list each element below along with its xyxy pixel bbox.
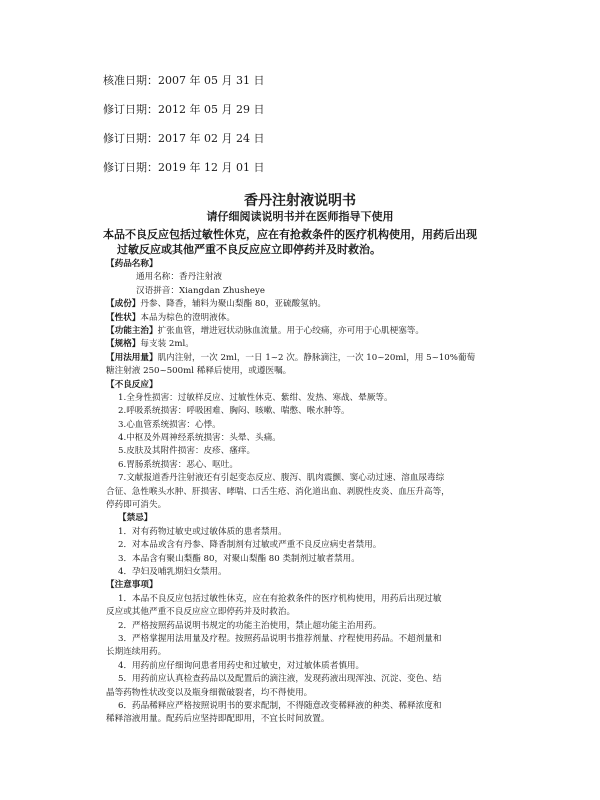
date-label: 修订日期： <box>103 132 158 145</box>
dosage-row <box>106 352 531 365</box>
section-header-ingredients: 【成份】 <box>106 299 141 310</box>
revision-date <box>103 132 264 161</box>
adverse-item: 3.心血管系统损害：心悸。 <box>118 419 221 430</box>
dosage-text: 肌内注射，一次 2ml，一日 1~2 次。静脉滴注，一次 10~20ml，用 5~10%葡萄 <box>157 352 476 363</box>
generic-name-value: 香丹注射液 <box>178 272 222 283</box>
pinyin-name-row <box>106 285 531 298</box>
revision-date <box>103 161 264 190</box>
adverse-item: 6.胃肠系统损害：恶心、呕吐。 <box>118 459 238 470</box>
adverse-item-cont: 停药即可消失。 <box>106 500 167 511</box>
contraindication-item: 3．本品含有聚山梨酯 80，对聚山梨酯 80 类制剂过敏者禁用。 <box>118 553 360 564</box>
boxed-warning <box>103 227 525 257</box>
spec-text: 每支装 2ml。 <box>140 339 194 350</box>
section-header-adverse: 【不良反应】 <box>106 379 158 390</box>
properties-row <box>106 312 531 325</box>
contraindication-item: 4．孕妇及哺乳期妇女禁用。 <box>118 566 227 577</box>
section-header-drug-name: 【药品名称】 <box>106 259 158 269</box>
section-header-properties: 【性状】 <box>106 312 141 323</box>
ingredients-text: 丹参、降香，辅料为聚山梨酯 80，亚硫酸氢钠。 <box>140 299 326 310</box>
pinyin-label: 汉语拼音： <box>136 285 179 296</box>
adverse-item: 4.中枢及外周神经系统损害：头晕、头痛。 <box>118 433 281 444</box>
generic-name-row <box>106 271 531 284</box>
section-header-indications: 【功能主治】 <box>106 325 158 336</box>
precaution-line: 稀释溶液用量。配药后应坚持即配即用，不宜长时间放置。 <box>106 714 330 725</box>
adverse-item: 7.文献报道香丹注射液还有引起变态反应、腹泻、肌肉震颤、窦心动过速、溶血尿毒综 <box>118 473 445 484</box>
spec-row <box>106 338 531 351</box>
precaution-line: 3．严格掌握用法用量及疗程。按照药品说明书推荐剂量、疗程使用药品。不超剂量和 <box>118 633 442 644</box>
date-label: 修订日期： <box>103 103 158 116</box>
date-label: 修订日期： <box>103 161 158 174</box>
properties-text: 本品为棕色的澄明液体。 <box>140 312 235 323</box>
adverse-item: 5.皮肤及其附件损害：皮疹、瘙痒。 <box>118 446 256 457</box>
section-header-precautions: 【注意事项】 <box>106 580 158 591</box>
document-subtitle: 请仔细阅读说明书并在医师指导下使用 <box>206 210 394 223</box>
date-value: 2012 年 05 月 29 日 <box>158 103 265 116</box>
document-title: 香丹注射液说明书 <box>244 193 356 209</box>
precaution-line: 5．用药前应认真检查药品以及配置后的滴注液，发现药液出现浑浊、沉淀、变色、结 <box>118 674 442 685</box>
adverse-item: 1.全身性损害：过敏样反应、过敏性休克、紫绀、发热、寒战、晕厥等。 <box>118 392 393 403</box>
contraindication-item: 1．对有药物过敏史或过敏体质的患者禁用。 <box>118 526 287 537</box>
precaution-line: 2．严格按照药品说明书规定的功能主治使用，禁止超功能主治用药。 <box>118 620 382 631</box>
insert-body <box>106 258 531 727</box>
section-header-contraindications: 【禁忌】 <box>118 513 153 524</box>
section-header-dosage: 【用法用量】 <box>106 352 158 363</box>
indications-text: 扩张血管，增进冠状动脉血流量。用于心绞痛，亦可用于心肌梗塞等。 <box>157 325 424 336</box>
ingredients-row <box>106 298 531 311</box>
date-value: 2019 年 12 月 01 日 <box>158 161 265 174</box>
warning-line: 过敏反应或其他严重不良反应应立即停药并及时救治。 <box>117 243 381 256</box>
precaution-line: 1．本品不良反应包括过敏性休克，应在有抢救条件的医疗机构使用，用药后出现过敏 <box>118 593 442 604</box>
adverse-item-cont: 合征、急性喉头水肿、肝损害、哮喘、口舌生疮、消化道出血、剥脱性皮炎、血压升高等， <box>106 486 450 497</box>
approval-date <box>103 74 264 103</box>
adverse-item: 2.呼吸系统损害：呼吸困难、胸闷、咳嗽、喘憋、喉水肿等。 <box>118 406 350 417</box>
indications-row <box>106 325 531 338</box>
approval-dates <box>103 74 264 190</box>
precaution-line: 长期连续用药。 <box>106 647 167 658</box>
precaution-line: 4．用药前应仔细询问患者用药史和过敏史，对过敏体质者慎用。 <box>118 660 365 671</box>
pinyin-value: Xiangdan Zhusheye <box>178 285 265 296</box>
dosage-text-cont: 糖注射液 250~500ml 稀释后使用，或遵医嘱。 <box>106 366 292 377</box>
warning-line: 本品不良反应包括过敏性休克，应在有抢救条件的医疗机构使用，用药后出现 <box>103 228 477 241</box>
section-header-spec: 【规格】 <box>106 339 141 350</box>
contraindication-item: 2．对本品或含有丹参、降香制剂有过敏或严重不良反应病史者禁用。 <box>118 540 382 551</box>
revision-date <box>103 103 264 132</box>
precaution-line: 6．药品稀释应严格按照说明书的要求配制，不得随意改变稀释液的种类、稀释浓度和 <box>118 700 442 711</box>
precaution-line: 反应或其他严重不良反应应立即停药并及时救治。 <box>106 607 296 618</box>
date-value: 2007 年 05 月 31 日 <box>158 74 265 87</box>
date-value: 2017 年 02 月 24 日 <box>158 132 265 145</box>
date-label: 核准日期： <box>103 74 158 87</box>
generic-name-label: 通用名称： <box>136 272 179 283</box>
precaution-line: 晶等药物性状改变以及瓶身细微破裂者，均不得使用。 <box>106 687 313 698</box>
